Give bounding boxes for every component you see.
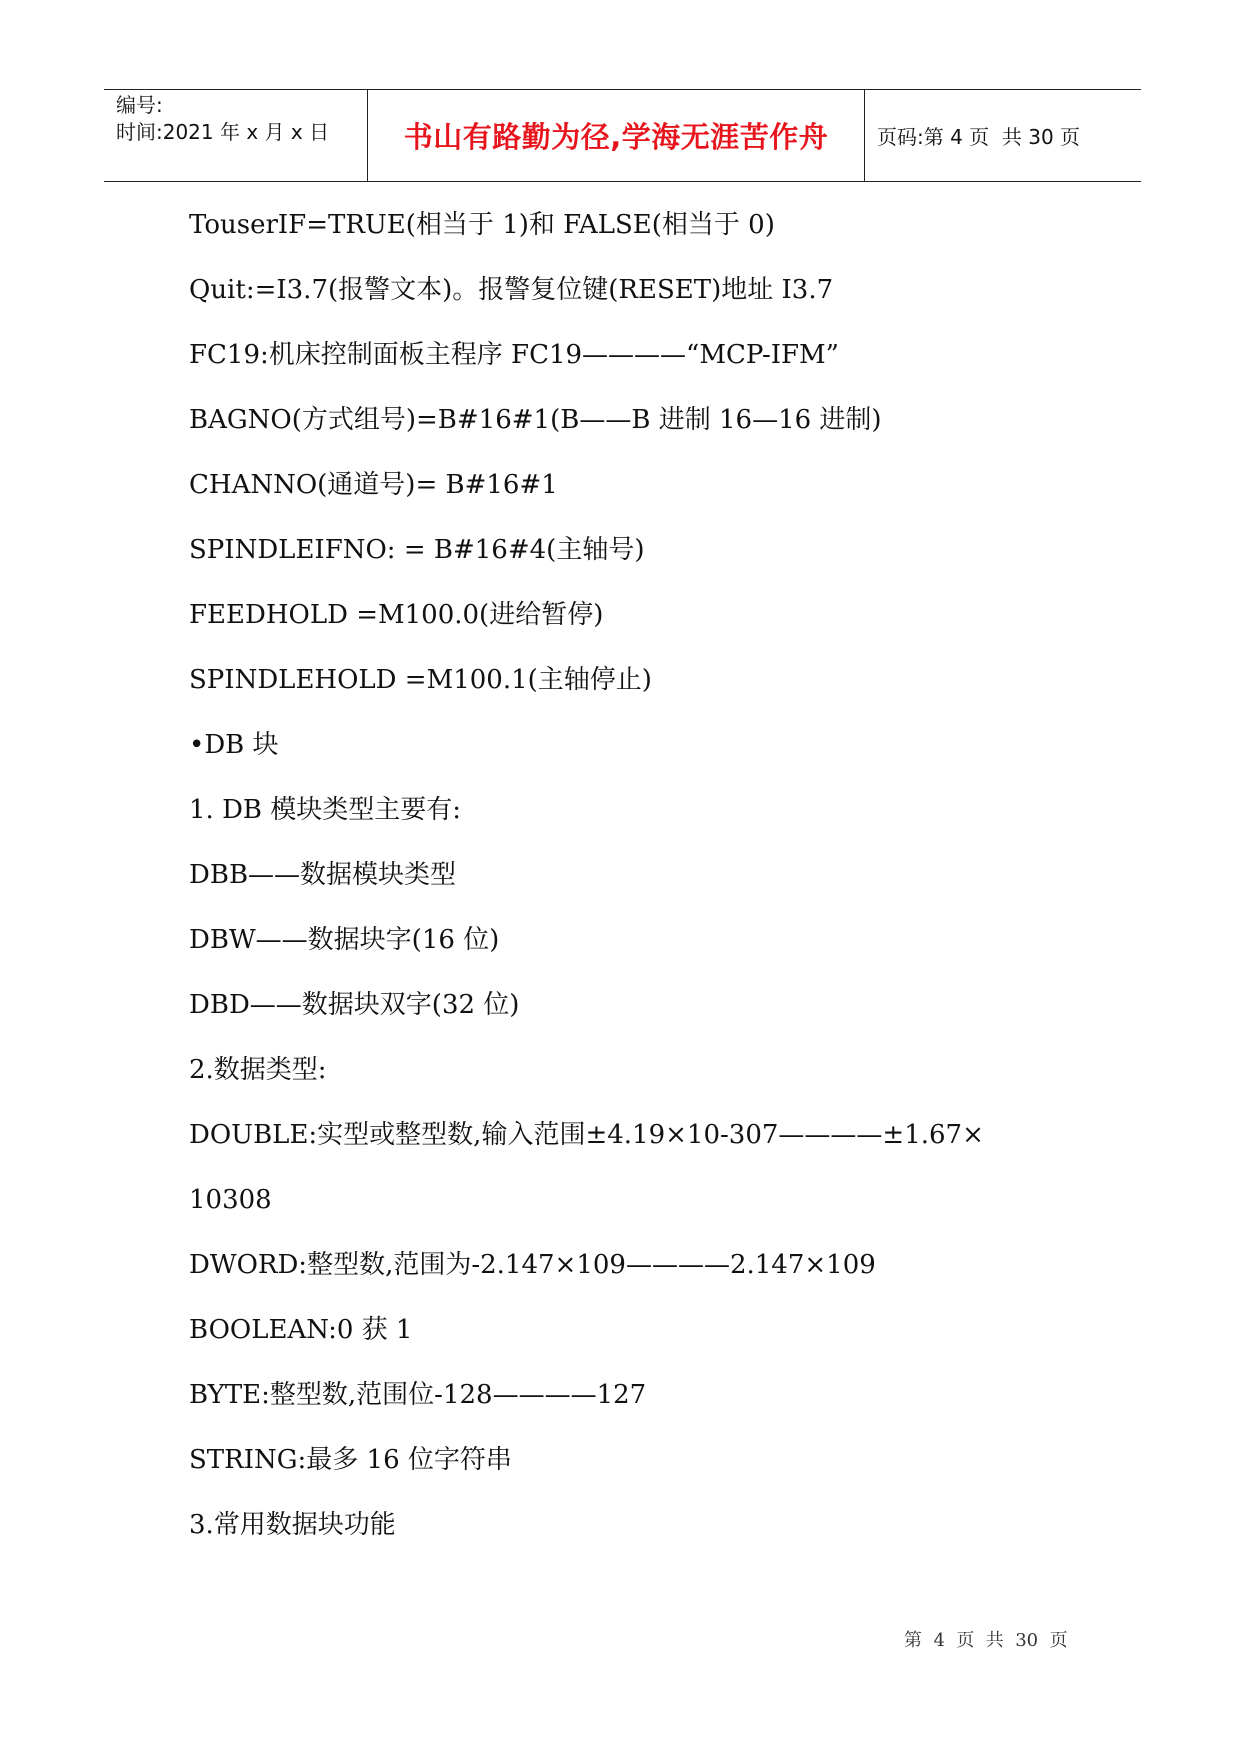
body-line: BYTE:整型数,范围位-128————127	[189, 1380, 647, 1410]
body-line: DOUBLE:实型或整型数,输入范围±4.19×10-307————±1.67×	[189, 1120, 984, 1150]
header-motto-cell	[368, 90, 865, 181]
body-line: SPINDLEHOLD =M100.1(主轴停止)	[189, 665, 652, 695]
number-label: 编号:	[116, 93, 163, 117]
motto-text: 书山有路勤为径,学海无涯苦作舟	[403, 120, 829, 154]
body-line: •DB 块	[189, 730, 279, 760]
body-line: DWORD:整型数,范围为-2.147×109————2.147×109	[189, 1250, 876, 1280]
body-line: BAGNO(方式组号)=B#16#1(B——B 进制 16—16 进制)	[189, 405, 882, 435]
header-page-cell	[865, 90, 1141, 181]
body-line: TouserIF=TRUE(相当于 1)和 FALSE(相当于 0)	[189, 210, 775, 240]
header-meta-cell	[104, 90, 368, 181]
time-label: 时间:2021 年 x 月 x 日	[116, 120, 330, 144]
body-line: SPINDLEIFNO: = B#16#4(主轴号)	[189, 535, 645, 565]
body-line: FEEDHOLD =M100.0(进给暂停)	[189, 600, 604, 630]
body-line: Quit:=I3.7(报警文本)。报警复位键(RESET)地址 I3.7	[189, 275, 834, 305]
page-header	[104, 89, 1141, 182]
body-line: 3.常用数据块功能	[189, 1510, 396, 1540]
body-line: 1. DB 模块类型主要有:	[189, 795, 462, 825]
body-line: 2.数据类型:	[189, 1055, 327, 1085]
page-label: 页码:第 4 页 共 30 页	[877, 125, 1081, 149]
body-line: DBW——数据块字(16 位)	[189, 925, 500, 955]
body-line: FC19:机床控制面板主程序 FC19————“MCP-IFM”	[189, 340, 839, 370]
body-line: STRING:最多 16 位字符串	[189, 1445, 512, 1475]
body-line: 10308	[189, 1185, 272, 1215]
body-line: DBD——数据块双字(32 位)	[189, 990, 520, 1020]
body-line: BOOLEAN:0 获 1	[189, 1315, 413, 1345]
body-line: DBB——数据模块类型	[189, 860, 457, 890]
body-line: CHANNO(通道号)= B#16#1	[189, 470, 558, 500]
page-footer: 第 4 页 共 30 页	[904, 1630, 1068, 1651]
